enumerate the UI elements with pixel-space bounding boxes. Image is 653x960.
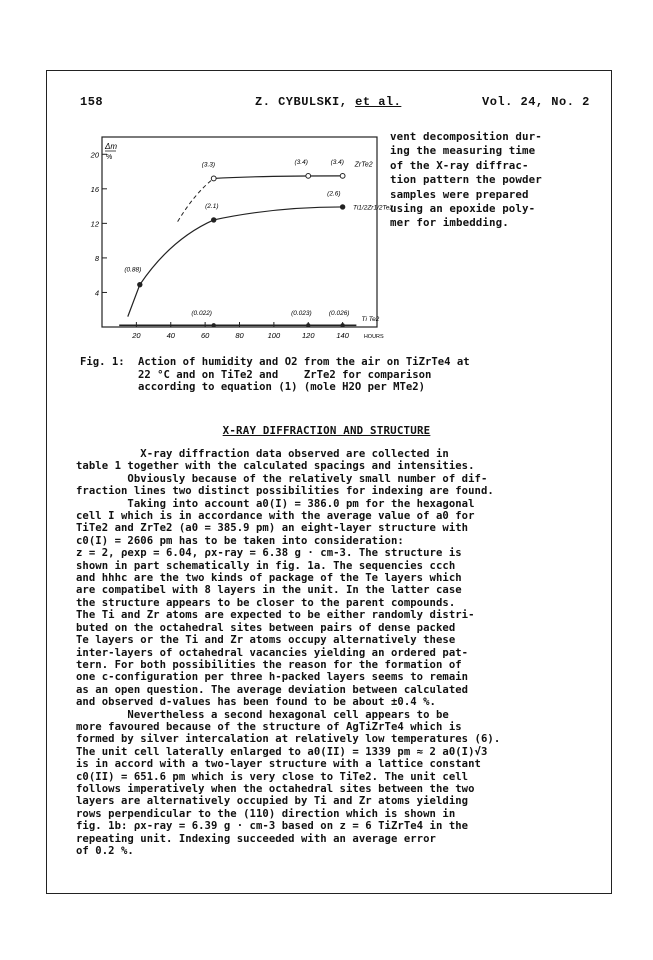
tizrte2-point (138, 282, 142, 286)
zrte2-point (340, 173, 345, 178)
x-unit-label: HOURS (363, 334, 384, 340)
tizrte2-label-1: (0.88) (124, 266, 142, 274)
zrte2-label-1: (3.3) (201, 161, 216, 169)
tite2-label-1: (0.022) (191, 309, 212, 317)
y-unit-top: Δm (105, 142, 118, 151)
caption-text: Action of humidity and O2 from the air on TiZrTe4 at 22 °C and on TiTe2 and ZrTe2 for comparison according to equation (1) (mole H2O per MTe2) (138, 356, 470, 393)
tite2-point (212, 323, 216, 327)
tite2-series-label: Ti Te2 (361, 315, 380, 323)
figure-caption (80, 356, 590, 394)
zrte2-curve (214, 176, 343, 179)
figure-labels (104, 142, 393, 323)
x-tick-label: 20 (132, 331, 141, 340)
x-tick-label: 60 (200, 331, 210, 340)
caption-label: Fig. 1: (80, 356, 125, 368)
tizrte2-label-3: (2.6) (327, 190, 341, 198)
x-tick-label: 140 (336, 331, 349, 340)
author-name: Z. CYBULSKI, (255, 95, 348, 109)
y-tick-label: 20 (90, 150, 99, 160)
x-tick-label: 120 (301, 331, 315, 340)
x-tick-label: 100 (267, 331, 281, 340)
tite2-label-3: (0.026) (328, 309, 350, 317)
zrte2-label-2: (3.4) (294, 158, 308, 166)
y-unit-bottom: % (106, 154, 113, 161)
y-tick-label: 4 (94, 288, 99, 298)
journal-volume: Vol. 24, No. 2 (482, 95, 590, 109)
tizrte2-point (212, 218, 216, 222)
y-tick-label: 16 (90, 184, 99, 194)
tizrte2-curve (128, 207, 343, 317)
y-tick-label: 12 (90, 219, 99, 229)
page-number: 158 (80, 95, 104, 109)
zrte2-point (211, 176, 216, 181)
author-etal: et al. (355, 95, 402, 109)
humidity-figure (82, 127, 394, 347)
tizrte2-series-label: Ti1/2Zr1/2Te2 (352, 204, 394, 212)
side-paragraph: vent decomposition dur- ing the measuring time of the X-ray diffrac- tion pattern the powder samples were prepared using an epoxide poly- mer for imbedding. (390, 130, 542, 230)
zrte2-dashed-curve (178, 178, 214, 221)
x-tick-label: 40 (166, 331, 175, 340)
running-author (255, 95, 401, 109)
zrte2-series-label: ZrTe2 (354, 161, 373, 169)
tite2-point (306, 323, 310, 327)
x-tick-label: 80 (235, 331, 244, 340)
section-title: X-RAY DIFFRACTION AND STRUCTURE (222, 424, 431, 437)
tizrte2-point (340, 205, 344, 209)
y-tick-label: 8 (94, 253, 99, 263)
tite2-label-2: (0.023) (291, 309, 312, 317)
zrte2-label-3: (3.4) (330, 158, 344, 166)
body-text: X-ray diffraction data observed are collected in table 1 together with the calculated spacings and intensities. Obviously because of the relatively small number of dif- fraction lines two distinct possibilities for indexing are found. Taking into account a0(I) = 386.0 pm for the hexagonal cell I which is in accordance with the average value of a0 for TiTe2 and ZrTe2 (a0 = 385.9 pm) an eight-layer structure with c0(I) = 2606 pm has to be taken into consideration: z = 2, ρexp = 6.04, ρx-ray = 6.38 g · cm-3. The structure is shown in part schematically in fig. 1a. The sequencies ccch and hhhc are the two kinds of package of the Te layers which are compatibel with 8 layers in the unit. In the latter case the structure appears to be closer to the parent compounds. The Ti and Zr atoms are expected to be either randomly distri- buted on the octahedral sites between pairs of dense packed Te layers or the Ti and Zr atoms occupy alternatively these inter-layers of octahedral vacancies yielding an ordered pat- tern. For both possibilities the reason for the formation of one c-configuration per three h-packed layers seems to remain as an open question. The average deviation between calculated and observed d-values has been found to be about ±0.4 %. Nevertheless a second hexagonal cell appears to be more favoured because of the structure of AgTiZrTe4 which is formed by silver intercalation at relatively low temperatures (6). The unit cell laterally enlarged to a0(II) = 1339 pm ≈ 2 a0(I)√3 is in accord with a two-layer structure with a lattice constant c0(II) = 651.6 pm which is very close to TiTe2. The unit cell follows imperatively when the octahedral sites between the two layers are alternatively occupied by Ti and Zr atoms yielding rows perpendicular to the (110) direction which is shown in fig. 1b: ρx-ray = 6.39 g · cm-3 based on z = 6 TiZrTe4 in the repeating unit. Indexing succeeded with an average error of 0.2 %. (76, 448, 501, 857)
figure-curves (119, 176, 356, 325)
tizrte2-label-2: (2.1) (205, 202, 219, 210)
zrte2-point (306, 173, 311, 178)
tite2-point (340, 323, 344, 327)
